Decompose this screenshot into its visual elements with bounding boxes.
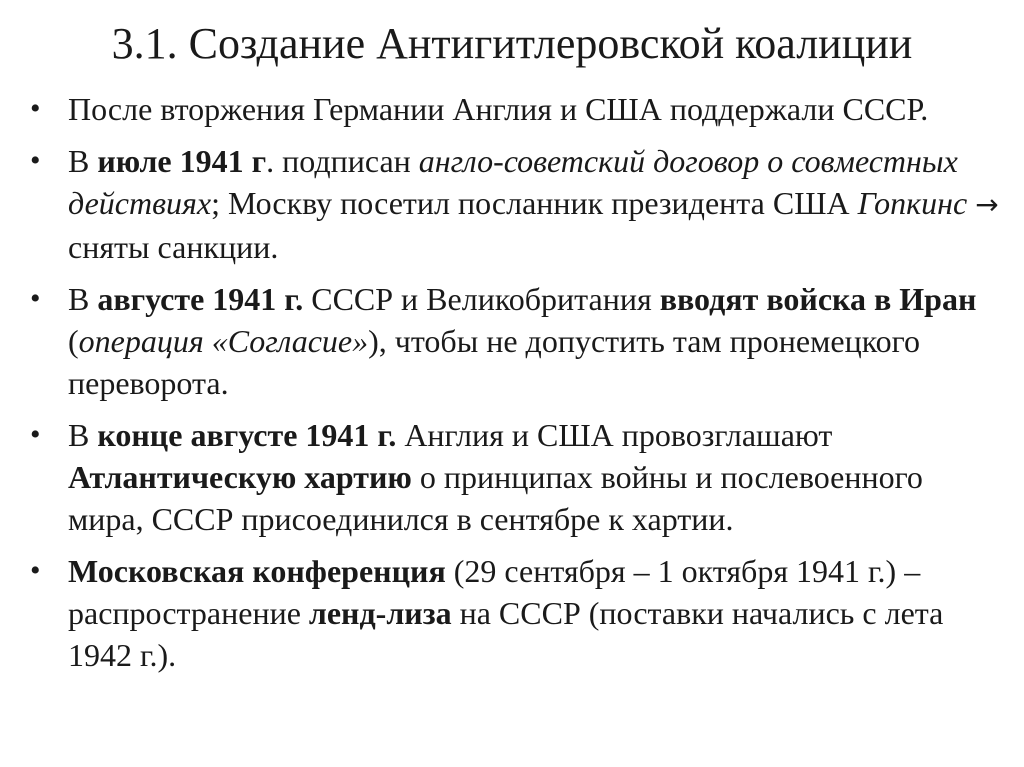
bullet-bold-text: июле 1941 г bbox=[97, 143, 267, 179]
bullet-text: Англия и США провозглашают bbox=[396, 417, 833, 453]
bullet-item bbox=[30, 278, 1005, 404]
slide-title: 3.1. Создание Антигитлеровской коалиции bbox=[111, 19, 913, 68]
bullet-text: ( bbox=[68, 323, 79, 359]
bullet-dot: • bbox=[30, 554, 41, 587]
bullet-item bbox=[30, 140, 1005, 268]
bullet-text: В bbox=[68, 417, 98, 453]
bullet-text: сняты санкции. bbox=[68, 229, 279, 265]
bullet-list bbox=[30, 88, 1005, 686]
bullet-bold-text: августе 1941 г. bbox=[97, 281, 304, 317]
bullet-dot: • bbox=[30, 144, 41, 177]
bullet-text: ), чтобы не допустить там пронемецкого переворота. bbox=[68, 323, 920, 401]
bullet-text: . подписан bbox=[266, 143, 419, 179]
bullet-item bbox=[30, 550, 1005, 676]
bullet-text: на СССР (поставки начались с лета 1942 г.). bbox=[68, 595, 944, 673]
bullet-text: После вторжения Германии Англия и США поддержали СССР. bbox=[68, 91, 929, 127]
bullet-bold-text: Московская конференция bbox=[68, 553, 446, 589]
bullet-text: ; Москву посетил посланник президента США bbox=[211, 185, 858, 221]
bullet-bold-text: Атлантическую хартию bbox=[68, 459, 412, 495]
bullet-text: В bbox=[68, 143, 98, 179]
bullet-text: В bbox=[68, 281, 98, 317]
bullet-bold-text: конце августе 1941 г. bbox=[97, 417, 397, 453]
bullet-italic-text: Гопкинс bbox=[857, 185, 968, 221]
right-arrow-icon: → bbox=[975, 188, 999, 221]
bullet-text: о принципах войны и послевоенного мира, СССР присоединился в сентябре к хартии. bbox=[68, 459, 923, 537]
bullet-bold-text: ленд-лиза bbox=[308, 595, 452, 631]
bullet-dot: • bbox=[30, 92, 41, 125]
bullet-item bbox=[30, 88, 1005, 130]
bullet-italic-text: операция «Согласие» bbox=[78, 323, 369, 359]
bullet-dot: • bbox=[30, 418, 41, 451]
bullet-text: (29 сентября – 1 октября 1941 г.) – распространение bbox=[68, 553, 921, 631]
bullet-item bbox=[30, 414, 1005, 540]
bullet-text: СССР и Великобритания bbox=[303, 281, 660, 317]
bullet-italic-text: англо-советский договор о совместных действиях bbox=[68, 143, 958, 221]
bullet-dot: • bbox=[30, 282, 41, 315]
bullet-bold-text: вводят войска в Иран bbox=[659, 281, 977, 317]
